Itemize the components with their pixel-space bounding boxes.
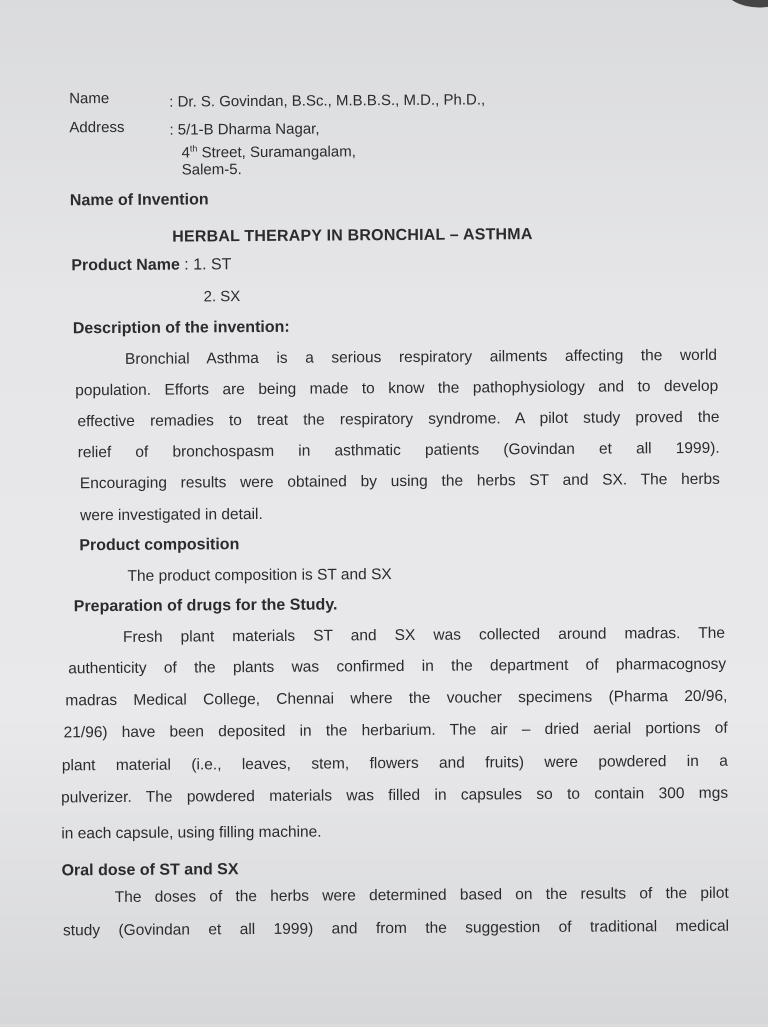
preparation-line-2: authenticity of the plants was confirmed in the department of pharmacognosy — [68, 655, 727, 678]
preparation-line-4: 21/96) have been deposited in the herbarium. The air – dried aerial portions of — [63, 719, 728, 742]
preparation-line-7: in each capsule, using filling machine. — [61, 823, 322, 843]
preparation-line-5: plant material (i.e., leaves, stem, flowers and fruits) were powdered in a — [61, 752, 728, 775]
address-line-2-number: 4 — [181, 144, 190, 162]
product-item-1: : 1. ST — [184, 256, 232, 274]
name-value: : Dr. S. Govindan, B.Sc., M.B.B.S., M.D., Ph.D., — [169, 91, 486, 111]
oral-dose-heading: Oral dose of ST and SX — [61, 861, 239, 880]
preparation-line-3: madras Medical College, Chennai where the voucher specimens (Pharma 20/96, — [65, 687, 728, 710]
preparation-line-1: Fresh plant materials ST and SX was collected around madras. The — [122, 624, 725, 646]
oral-dose-line-1: The doses of the herbs were determined based on the results of the pilot — [114, 884, 729, 907]
description-line-2: population. Efforts are being made to know the pathophysiology and to develop — [75, 377, 719, 400]
preparation-line-6: pulverizer. The powdered materials was filled in capsules so to contain 300 mgs — [61, 784, 729, 807]
address-line-1: : 5/1-B Dharma Nagar, — [169, 120, 320, 139]
description-line-4: relief of bronchospasm in asthmatic patients (Govindan et all 1999). — [77, 439, 720, 462]
product-name-label: Product Name — [71, 256, 180, 275]
description-line-5: Encouraging results were obtained by using the herbs ST and SX. The herbs — [79, 470, 720, 493]
composition-text: The product composition is ST and SX — [127, 566, 392, 585]
description-heading: Description of the invention: — [72, 318, 290, 338]
oral-dose-line-2: study (Govindan et all 1999) and from the suggestion of traditional medical — [62, 917, 730, 940]
page-corner-shadow — [724, 0, 768, 8]
address-label: Address — [69, 118, 125, 137]
invention-heading: Name of Invention — [69, 191, 209, 210]
name-label: Name — [69, 90, 110, 108]
address-line-2-street: Street, Suramangalam, — [197, 143, 356, 162]
composition-heading: Product composition — [79, 536, 240, 555]
preparation-heading: Preparation of drugs for the Study. — [73, 596, 338, 616]
invention-title: HERBAL THERAPY IN BRONCHIAL – ASTHMA — [172, 226, 533, 246]
address-line-2-suffix: th — [189, 143, 198, 154]
product-name-row — [71, 256, 231, 275]
address-line-2 — [182, 142, 356, 161]
product-item-2: 2. SX — [203, 288, 241, 306]
description-line-6: were investigated in detail. — [80, 505, 263, 525]
address-line-3: Salem-5. — [181, 161, 242, 179]
description-line-1: Bronchial Asthma is a serious respiratory ailments affecting the world — [124, 346, 718, 368]
description-line-3: effective remadies to treat the respiratory syndrome. A pilot study proved the — [77, 408, 720, 431]
